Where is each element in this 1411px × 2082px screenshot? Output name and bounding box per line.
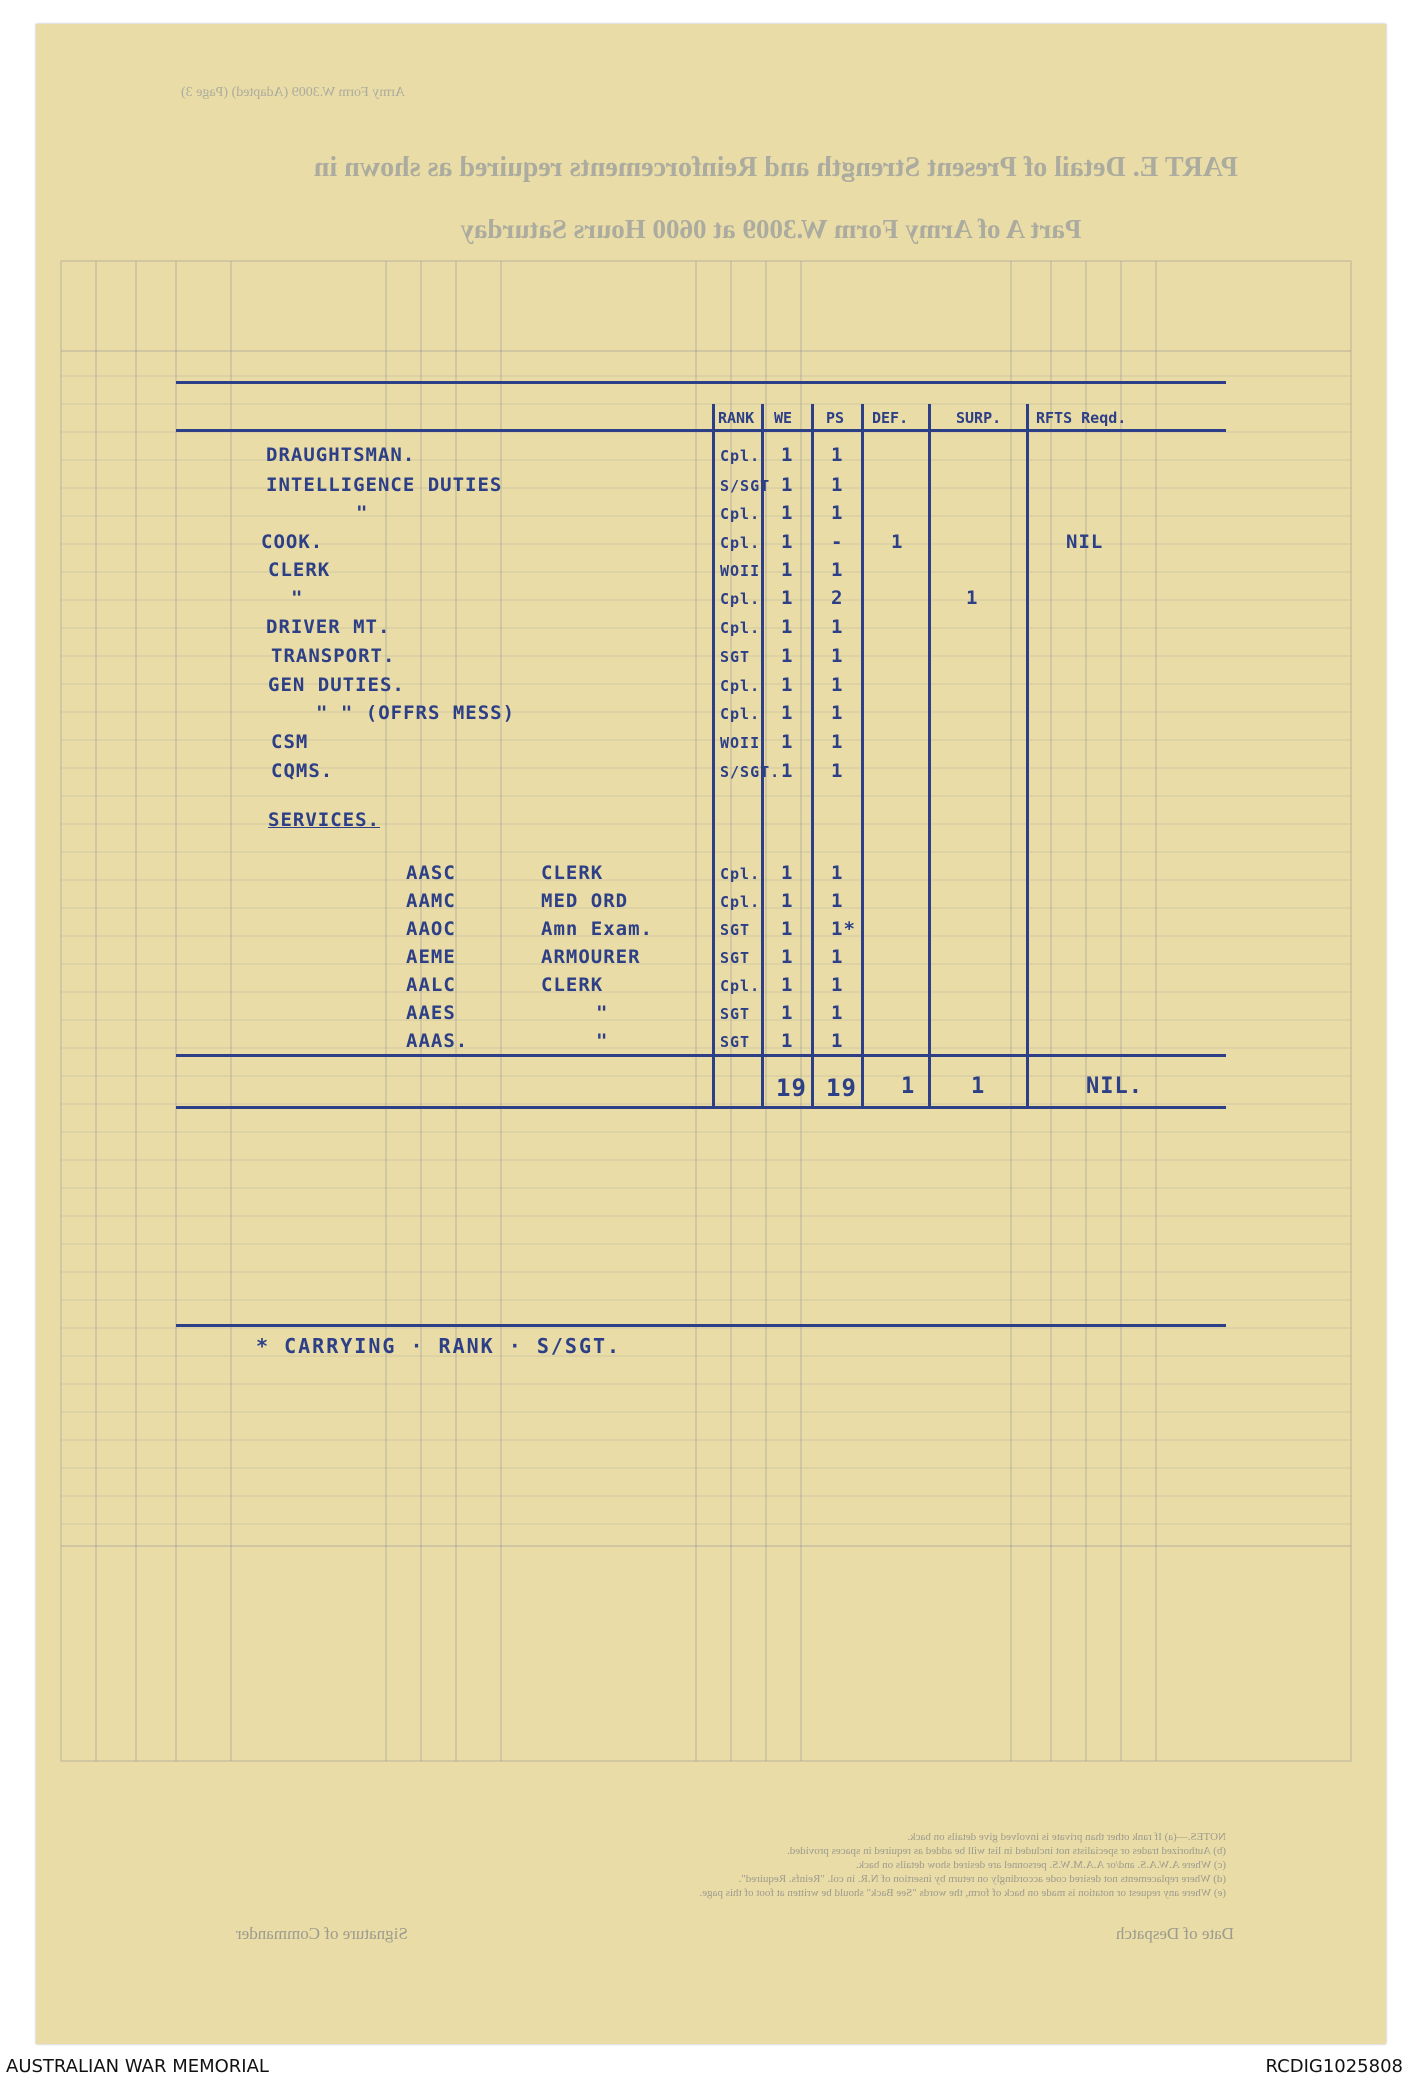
archive-name: AUSTRALIAN WAR MEMORIAL	[6, 2056, 269, 2077]
service-corps: AALC	[406, 974, 456, 996]
row-we: 1	[781, 502, 794, 524]
service-we: 1	[781, 974, 794, 996]
service-rank: SGT	[720, 1033, 751, 1051]
row-trade: CSM	[271, 731, 309, 753]
row-ps: 1	[831, 645, 844, 667]
printed-note-e: (e) Where any request or notation is made on back of form, the words "See Back" should be written at foot of this page.	[699, 1887, 1226, 1899]
total-ps: 19	[826, 1074, 857, 1102]
header-we: WE	[774, 409, 793, 427]
service-ps: 1	[831, 862, 844, 884]
ink-col-ps-left	[811, 404, 814, 1109]
row-ps: -	[831, 531, 844, 553]
row-ps: 1	[831, 502, 844, 524]
archive-id: RCDIG1025808	[1265, 2056, 1403, 2077]
ink-col-def-left	[861, 404, 864, 1109]
printed-notes	[466, 1830, 1226, 1900]
service-trade: CLERK	[541, 862, 604, 884]
service-corps: AEME	[406, 946, 456, 968]
service-corps: AAOC	[406, 918, 456, 940]
service-ps: 1*	[831, 918, 856, 940]
row-we: 1	[781, 760, 794, 782]
service-rank: SGT	[720, 1005, 751, 1023]
printed-heading-line2: Part A of Army Form W.3009 at 0600 Hours Saturday	[460, 214, 1082, 244]
services-heading: SERVICES.	[268, 809, 380, 831]
service-rank: Cpl.	[720, 893, 761, 911]
service-we: 1	[781, 890, 794, 912]
printed-heading-line1: PART E. Detail of Present Strength and Reinforcements required as shown in	[313, 152, 1239, 183]
row-surp: 1	[966, 587, 979, 609]
ink-rule-note	[176, 1324, 1226, 1327]
form-sheet	[36, 24, 1386, 2044]
printed-note-b: (b) Authorized trades or specialists not included in list will be added as required in spaces provided.	[787, 1845, 1226, 1857]
row-we: 1	[781, 474, 794, 496]
row-ps: 1	[831, 731, 844, 753]
row-rank: S/SGT	[720, 477, 771, 495]
total-surp: 1	[971, 1074, 986, 1099]
row-we: 1	[781, 616, 794, 638]
service-corps: AAAS.	[406, 1030, 469, 1052]
row-ps: 1	[831, 616, 844, 638]
printed-note-a: NOTES.—(a) If rank other than private is involved give details on back.	[907, 1831, 1226, 1843]
row-rank: Cpl.	[720, 505, 761, 523]
header-ps: PS	[826, 409, 845, 427]
row-trade: COOK.	[261, 531, 324, 553]
ink-col-rank-left	[712, 404, 715, 1109]
row-rfts: NIL	[1066, 531, 1104, 553]
row-we: 1	[781, 645, 794, 667]
row-trade: " " (OFFRS MESS)	[316, 702, 516, 724]
service-corps: AASC	[406, 862, 456, 884]
row-rank: Cpl.	[720, 590, 761, 608]
service-we: 1	[781, 946, 794, 968]
ink-rule-header	[176, 429, 1226, 432]
service-rank: SGT	[720, 949, 751, 967]
row-we: 1	[781, 731, 794, 753]
service-trade: Amn Exam.	[541, 918, 653, 940]
service-trade: "	[596, 1002, 609, 1024]
row-trade: DRIVER MT.	[266, 616, 391, 638]
printed-note-c: (c) Where A.W.A.S. and/or A.A.M.W.S. personnel are desired show details on back.	[855, 1859, 1226, 1871]
row-we: 1	[781, 444, 794, 466]
header-rank: RANK	[718, 409, 755, 427]
row-rank: WOII	[720, 734, 761, 752]
row-we: 1	[781, 674, 794, 696]
row-ps: 1	[831, 559, 844, 581]
row-ps: 1	[831, 474, 844, 496]
ink-rule-top	[176, 381, 1226, 384]
row-ps: 1	[831, 702, 844, 724]
header-surp: SURP.	[956, 409, 1002, 427]
row-trade: TRANSPORT.	[271, 645, 396, 667]
service-we: 1	[781, 862, 794, 884]
service-trade: CLERK	[541, 974, 604, 996]
service-rank: Cpl.	[720, 977, 761, 995]
service-trade: MED ORD	[541, 890, 629, 912]
row-def: 1	[891, 531, 904, 553]
row-rank: Cpl.	[720, 677, 761, 695]
service-trade: ARMOURER	[541, 946, 641, 968]
service-corps: AAES	[406, 1002, 456, 1024]
service-rank: Cpl.	[720, 865, 761, 883]
service-ps: 1	[831, 1030, 844, 1052]
service-corps: AAMC	[406, 890, 456, 912]
row-rank: S/SGT.	[720, 763, 781, 781]
row-rank: SGT	[720, 648, 751, 666]
ink-rule-total-top	[176, 1054, 1226, 1057]
total-we: 19	[776, 1074, 807, 1102]
row-trade: DRAUGHTSMAN.	[266, 444, 416, 466]
carrying-rank-note: * CARRYING · RANK · S/SGT.	[256, 1334, 622, 1358]
row-rank: WOII	[720, 562, 761, 580]
row-ps: 2	[831, 587, 844, 609]
row-rank: Cpl.	[720, 447, 761, 465]
row-trade: GEN DUTIES.	[268, 674, 405, 696]
row-we: 1	[781, 531, 794, 553]
total-def: 1	[901, 1074, 916, 1099]
header-rfts: RFTS Reqd.	[1036, 409, 1127, 427]
service-trade: "	[596, 1030, 609, 1052]
row-rank: Cpl.	[720, 619, 761, 637]
row-we: 1	[781, 559, 794, 581]
row-rank: Cpl.	[720, 705, 761, 723]
ink-col-rfts-left	[1026, 404, 1029, 1109]
row-trade: CQMS.	[271, 760, 334, 782]
header-def: DEF.	[872, 409, 909, 427]
archive-footer	[0, 2048, 1411, 2082]
signature-label: Signature of Commander	[236, 1924, 408, 1943]
row-trade: "	[356, 502, 369, 524]
printed-note-d: (d) Where replacements not desired code accordingly on return by insertion of N.R. in col. "Reinfs. Required".	[738, 1873, 1226, 1885]
row-we: 1	[781, 587, 794, 609]
printed-form-grid	[56, 256, 1356, 1796]
service-rank: SGT	[720, 921, 751, 939]
service-we: 1	[781, 1030, 794, 1052]
service-we: 1	[781, 918, 794, 940]
service-ps: 1	[831, 1002, 844, 1024]
row-trade: "	[291, 587, 304, 609]
service-we: 1	[781, 1002, 794, 1024]
ink-rule-total-bottom	[176, 1106, 1226, 1109]
service-ps: 1	[831, 890, 844, 912]
row-ps: 1	[831, 760, 844, 782]
row-rank: Cpl.	[720, 534, 761, 552]
total-rfts: NIL.	[1086, 1074, 1143, 1099]
despatch-label: Date of Despatch	[1116, 1924, 1235, 1943]
form-corner-text: Army Form W.3009 (Adapted) (Page 3)	[181, 85, 405, 100]
ink-col-surp-left	[928, 404, 931, 1109]
service-ps: 1	[831, 974, 844, 996]
row-ps: 1	[831, 444, 844, 466]
ink-col-we-left	[761, 404, 764, 1109]
row-ps: 1	[831, 674, 844, 696]
service-ps: 1	[831, 946, 844, 968]
row-we: 1	[781, 702, 794, 724]
row-trade: INTELLIGENCE DUTIES	[266, 474, 503, 496]
row-trade: CLERK	[268, 559, 331, 581]
